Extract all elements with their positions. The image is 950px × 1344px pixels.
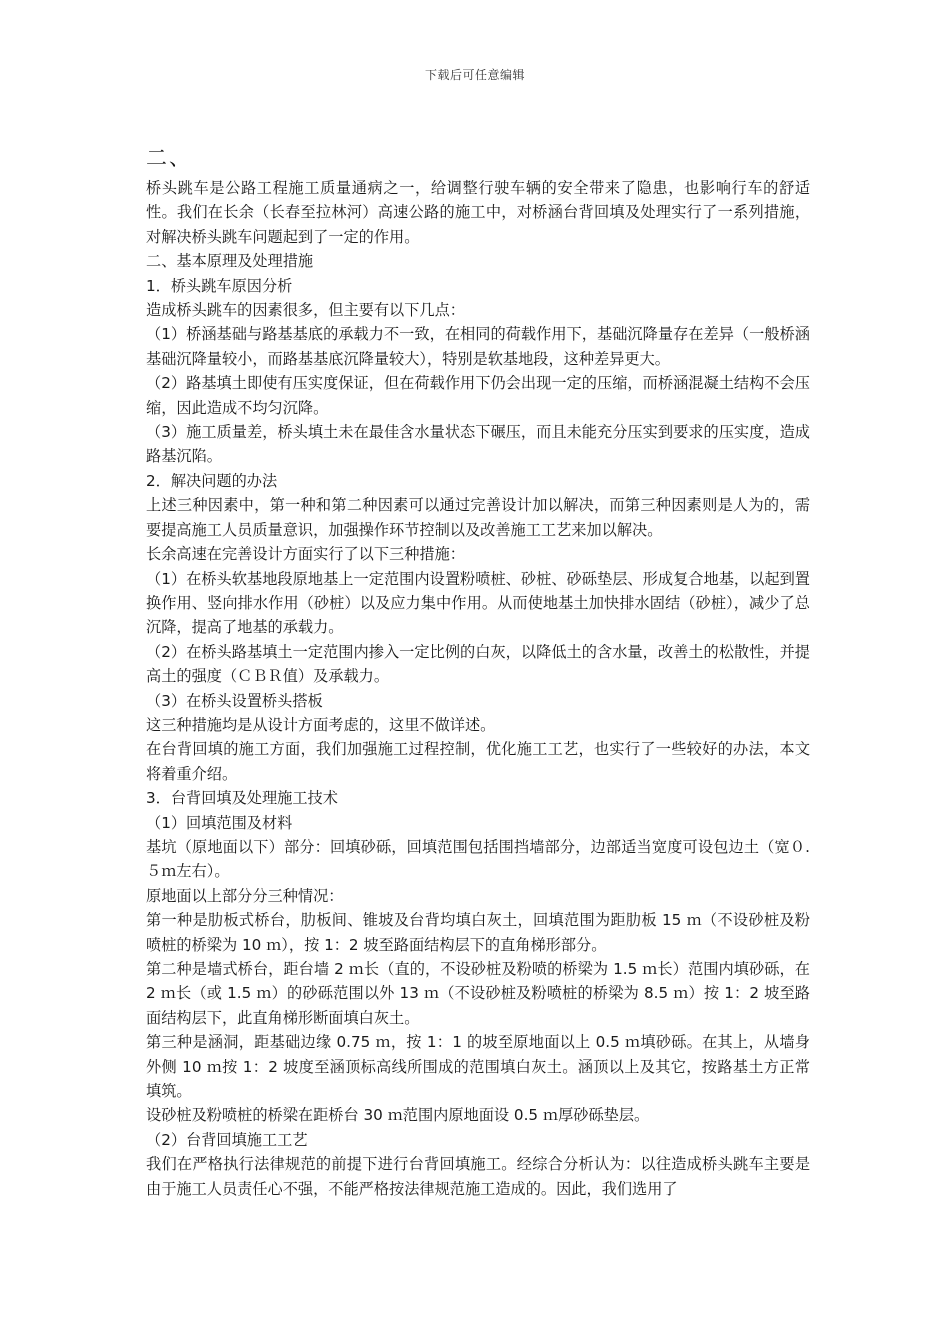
heading-backfill-technique: 3．台背回填及处理施工技术: [146, 789, 338, 808]
subheading-backfill-process: （2）台背回填施工工艺: [146, 1130, 308, 1149]
paragraph: 造成桥头跳车的因素很多，但主要有以下几点：: [146, 301, 465, 320]
heading-cause-analysis: 1．桥头跳车原因分析: [146, 276, 293, 295]
section-heading: 二、: [146, 146, 192, 170]
list-item: （2）在桥头路基填土一定范围内掺入一定比例的白灰，以降低土的含水量，改善土的松散性，并提高土的强度（ＣＢＲ值）及承载力。: [146, 642, 810, 686]
paragraph: 第一种是肋板式桥台，肋板间、锥坡及台背均填白灰土，回填范围为距肋板 15 ｍ（不设砂桩及粉喷桩的桥梁为 10 ｍ），按 1：2 坡至路面结构层下的直角梯形部分。: [146, 911, 810, 954]
paragraph: 长余高速在完善设计方面实行了以下三种措施：: [146, 545, 465, 564]
list-item: （1）桥涵基础与路基基底的承载力不一致，在相同的荷载作用下，基础沉降量存在差异（一般桥涵基础沉降量较小，而路基基底沉降量较大），特别是软基地段，这种差异更大。: [146, 325, 810, 368]
paragraph: 我们在严格执行法律规范的前提下进行台背回填施工。经综合分析认为：以往造成桥头跳车主要是由于施工人员责任心不强，不能严格按法律规范施工造成的。因此，我们选用了: [146, 1155, 810, 1198]
heading-solutions: 2．解决问题的办法: [146, 471, 278, 490]
list-item: （2）路基填土即使有压实度保证，但在荷载作用下仍会出现一定的压缩，而桥涵混凝土结构不会压缩，因此造成不均匀沉降。: [146, 374, 810, 417]
paragraph: 设砂桩及粉喷桩的桥梁在距桥台 30 ｍ范围内原地面设 0.5 ｍ厚砂砾垫层。: [146, 1106, 650, 1125]
list-item: （3）施工质量差，桥头填土未在最佳含水量状态下碾压，而且未能充分压实到要求的压实度，造成路基沉陷。: [146, 423, 810, 466]
paragraph: 上述三种因素中，第一种和第二种因素可以通过完善设计加以解决，而第三种因素则是人为的，需要提高施工人员质量意识，加强操作环节控制以及改善施工工艺来加以解决。: [146, 496, 810, 539]
paragraph: 在台背回填的施工方面，我们加强施工过程控制，优化施工工艺，也实行了一些较好的办法，本文将着重介绍。: [146, 740, 810, 783]
paragraph: 基坑（原地面以下）部分：回填砂砾，回填范围包括围挡墙部分，边部适当宽度可设包边土（宽０.５ｍ左右）。: [146, 837, 810, 881]
paragraph: 第三种是涵洞，距基础边缘 0.75 ｍ，按 1：1 的坡至原地面以上 0.5 ｍ填砂砾。在其上，从墙身外侧 10 ｍ按 1：2 坡度至涵顶标高线所围成的范围填白灰土。涵顶以上及其它，按路基土方正常填筑。: [146, 1033, 810, 1101]
list-item: （3）在桥头设置桥头搭板: [146, 691, 323, 710]
subheading-range-materials: （1）回填范围及材料: [146, 813, 293, 832]
document-body: [146, 176, 810, 1201]
list-item: （1）在桥头软基地段原地基上一定范围内设置粉喷桩、砂桩、砂砾垫层、形成复合地基，以起到置换作用、竖向排水作用（砂桩）以及应力集中作用。从而使地基土加快排水固结（砂桩），减少了总沉降，提高了地基的承载力。: [146, 569, 810, 637]
paragraph-intro: 桥头跳车是公路工程施工质量通病之一，给调整行驶车辆的安全带来了隐患，也影响行车的舒适性。我们在长余（长春至拉林河）高速公路的施工中，对桥涵台背回填及处理实行了一系列措施，对解决桥头跳车问题起到了一定的作用。: [146, 179, 810, 246]
heading-principles: 二、基本原理及处理措施: [146, 252, 314, 271]
paragraph: 原地面以上部分分三种情况：: [146, 886, 344, 905]
paragraph: 这三种措施均是从设计方面考虑的，这里不做详述。: [146, 715, 496, 734]
page-header-note: 下载后可任意编辑: [424, 68, 525, 82]
paragraph: 第二种是墙式桥台，距台墙 2 ｍ长（直的，不设砂桩及粉喷的桥梁为 1.5 ｍ长）范围内填砂砾，在 2 ｍ长（或 1.5 ｍ）的砂砾范围以外 13 ｍ（不设砂桩及粉喷桩的桥梁为 8.5 ｍ）按 1：2 坡至路面结构层下，此直角梯形断面填白灰土。: [146, 960, 810, 1027]
